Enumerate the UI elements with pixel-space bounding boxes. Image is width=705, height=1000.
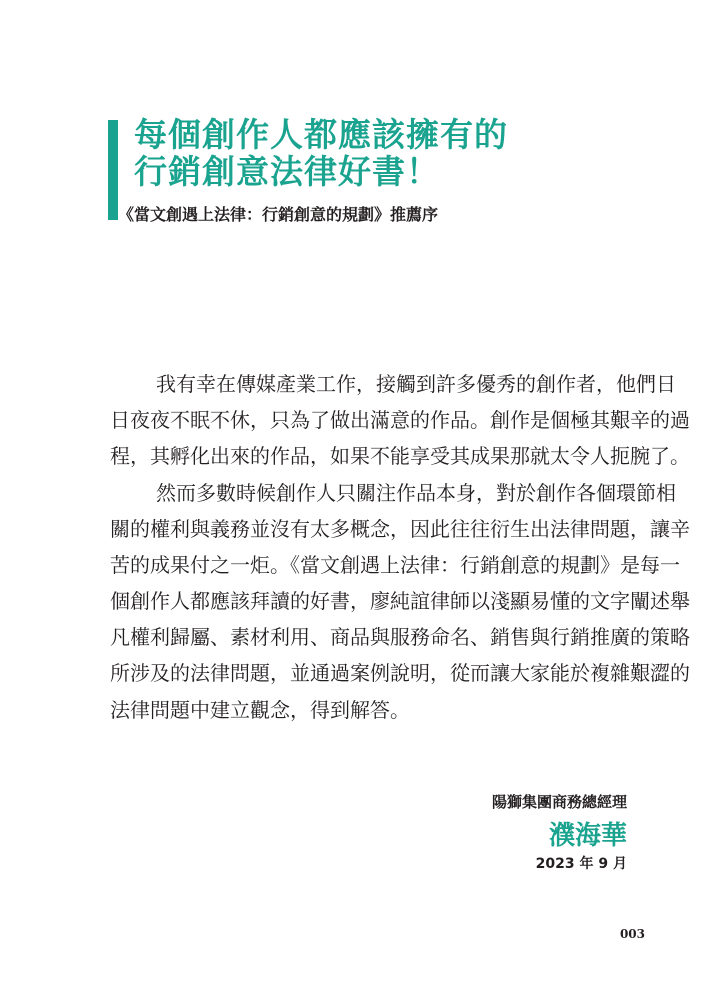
body-line: 日夜夜不眠不休，只為了做出滿意的作品。創作是個極其艱辛的過 — [110, 408, 690, 432]
page-number: 003 — [619, 927, 645, 941]
subtitle: 《當文創遇上法律：行銷創意的規劃》推薦序 — [118, 205, 439, 224]
accent-bar — [108, 120, 118, 220]
signature-role: 陽獅集團商務總經理 — [491, 793, 627, 811]
body-line: 然而多數時候創作人只關注作品本身，對於創作各個環節相 — [156, 481, 676, 505]
body-line: 所涉及的法律問題，並通過案例說明，從而讓大家能於複雜艱澀的 — [110, 661, 690, 685]
body-line: 程，其孵化出來的作品，如果不能享受其成果那就太令人扼腕了。 — [110, 444, 690, 468]
signature-date: 2023 年 9 月 — [535, 856, 627, 872]
signature-name: 濮海華 — [548, 821, 627, 851]
body-line: 凡權利歸屬、素材利用、商品與服務命名、銷售與行銷推廣的策略 — [110, 625, 690, 649]
page-title-line-1: 每個創作人都應該擁有的 — [134, 115, 508, 154]
body-line: 苦的成果付之一炬。《當文創遇上法律：行銷創意的規劃》是每一 — [110, 553, 680, 577]
body-line: 個創作人都應該拜讀的好書，廖純誼律師以淺顯易懂的文字闡述舉 — [110, 589, 690, 613]
body-line: 關的權利與義務並沒有太多概念，因此往往衍生出法律問題，讓辛 — [110, 517, 690, 541]
body-line: 法律問題中建立觀念，得到解答。 — [110, 698, 410, 722]
body-line: 我有幸在傳媒產業工作，接觸到許多優秀的創作者，他們日 — [156, 372, 676, 396]
page-title-line-2: 行銷創意法律好書！ — [134, 152, 440, 191]
